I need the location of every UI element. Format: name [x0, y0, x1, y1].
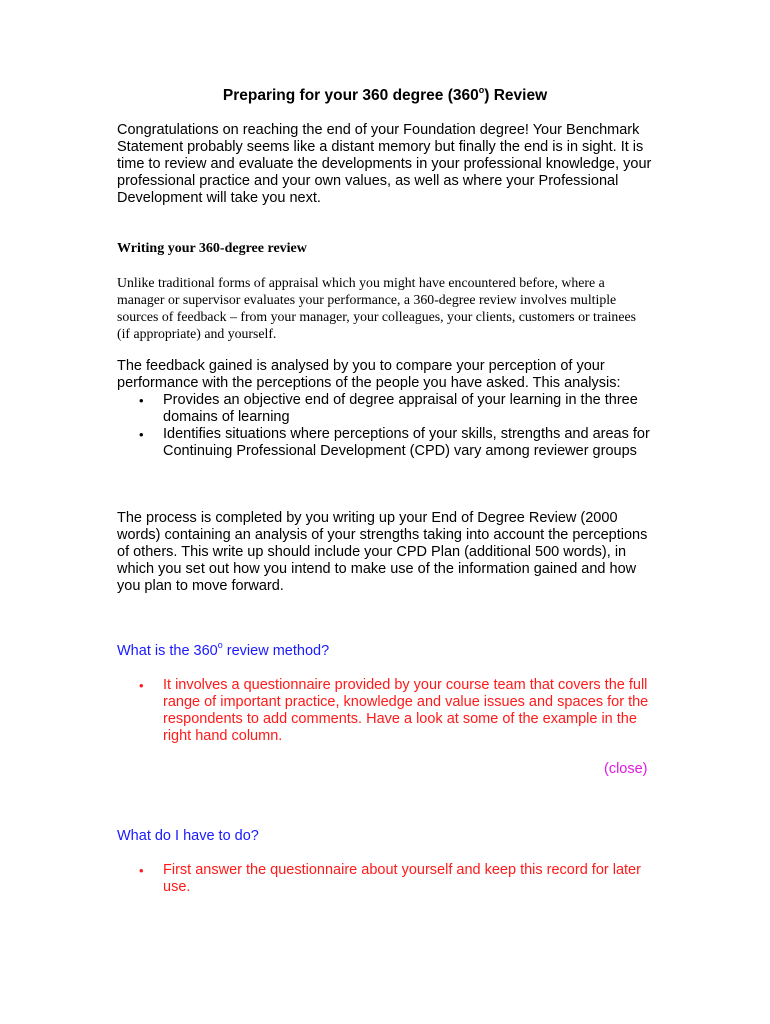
method-answer: [117, 677, 662, 745]
list-item-text: Provides an objective end of degree appraisal of your learning in the three domains of learning: [163, 392, 638, 425]
list-item: [117, 426, 662, 460]
title-text-end: ) Review: [484, 87, 548, 104]
process-paragraph: The process is completed by you writing up your End of Degree Review (2000 words) containing an analysis of your strengths taking into account the perceptions of others. This write up should include your CPD Plan (additional 500 words), in which you set out how you intend to make use of the information gained and how you plan to move forward.: [117, 510, 648, 594]
title-text: Preparing for your 360 degree (360: [222, 87, 479, 104]
list-item-text: It involves a questionnaire provided by your course team that covers the full range of important practice, knowledge and value issues and spaces for the respondents to add comments. Have a look at some of the example in the right hand column.: [163, 677, 649, 744]
page-title: [0, 86, 770, 106]
list-item: [117, 862, 662, 896]
writing-paragraph: Unlike traditional forms of appraisal which you might have encountered before, where a manager or supervisor evaluates your performance, a 360-degree review involves multiple sources of feedback – from your manager, your colleagues, your clients, customers or trainees (if appropriate) and yourself.: [117, 275, 636, 341]
close-link[interactable]: (close): [604, 761, 648, 777]
list-item: [117, 677, 662, 745]
method-question-superscript: o: [217, 640, 223, 651]
todo-answer: [117, 862, 662, 896]
feedback-list: [117, 392, 662, 460]
feedback-section: [117, 358, 662, 460]
list-item: [117, 392, 662, 426]
list-item-text: Identifies situations where perceptions of your skills, strengths and areas for Continuing Professional Development (CPD) vary among reviewer groups: [163, 426, 650, 459]
bullet-icon: •: [139, 678, 144, 693]
writing-heading: Writing your 360-degree review: [117, 241, 307, 256]
intro-paragraph: Congratulations on reaching the end of your Foundation degree! Your Benchmark Statement probably seems like a distant memory but finally the end is in sight. It is time to review and evaluate the developments in your professional knowledge, your professional practice and your own values, as well as where your Professional Development will take you next.: [117, 122, 652, 206]
bullet-icon: •: [139, 427, 144, 442]
method-question[interactable]: [117, 640, 330, 660]
feedback-intro: The feedback gained is analysed by you to compare your perception of your performance with the perceptions of the people you have asked. This analysis:: [117, 358, 621, 391]
todo-question[interactable]: What do I have to do?: [117, 828, 259, 844]
todo-answer-list: [117, 862, 662, 896]
method-answer-list: [117, 677, 662, 745]
list-item-text: First answer the questionnaire about yourself and keep this record for later use.: [163, 862, 641, 895]
method-question-text-end: review method?: [222, 643, 330, 659]
bullet-icon: •: [139, 863, 144, 878]
title-superscript: o: [478, 84, 485, 95]
bullet-icon: •: [139, 393, 144, 408]
method-question-text: What is the 360: [117, 643, 218, 659]
